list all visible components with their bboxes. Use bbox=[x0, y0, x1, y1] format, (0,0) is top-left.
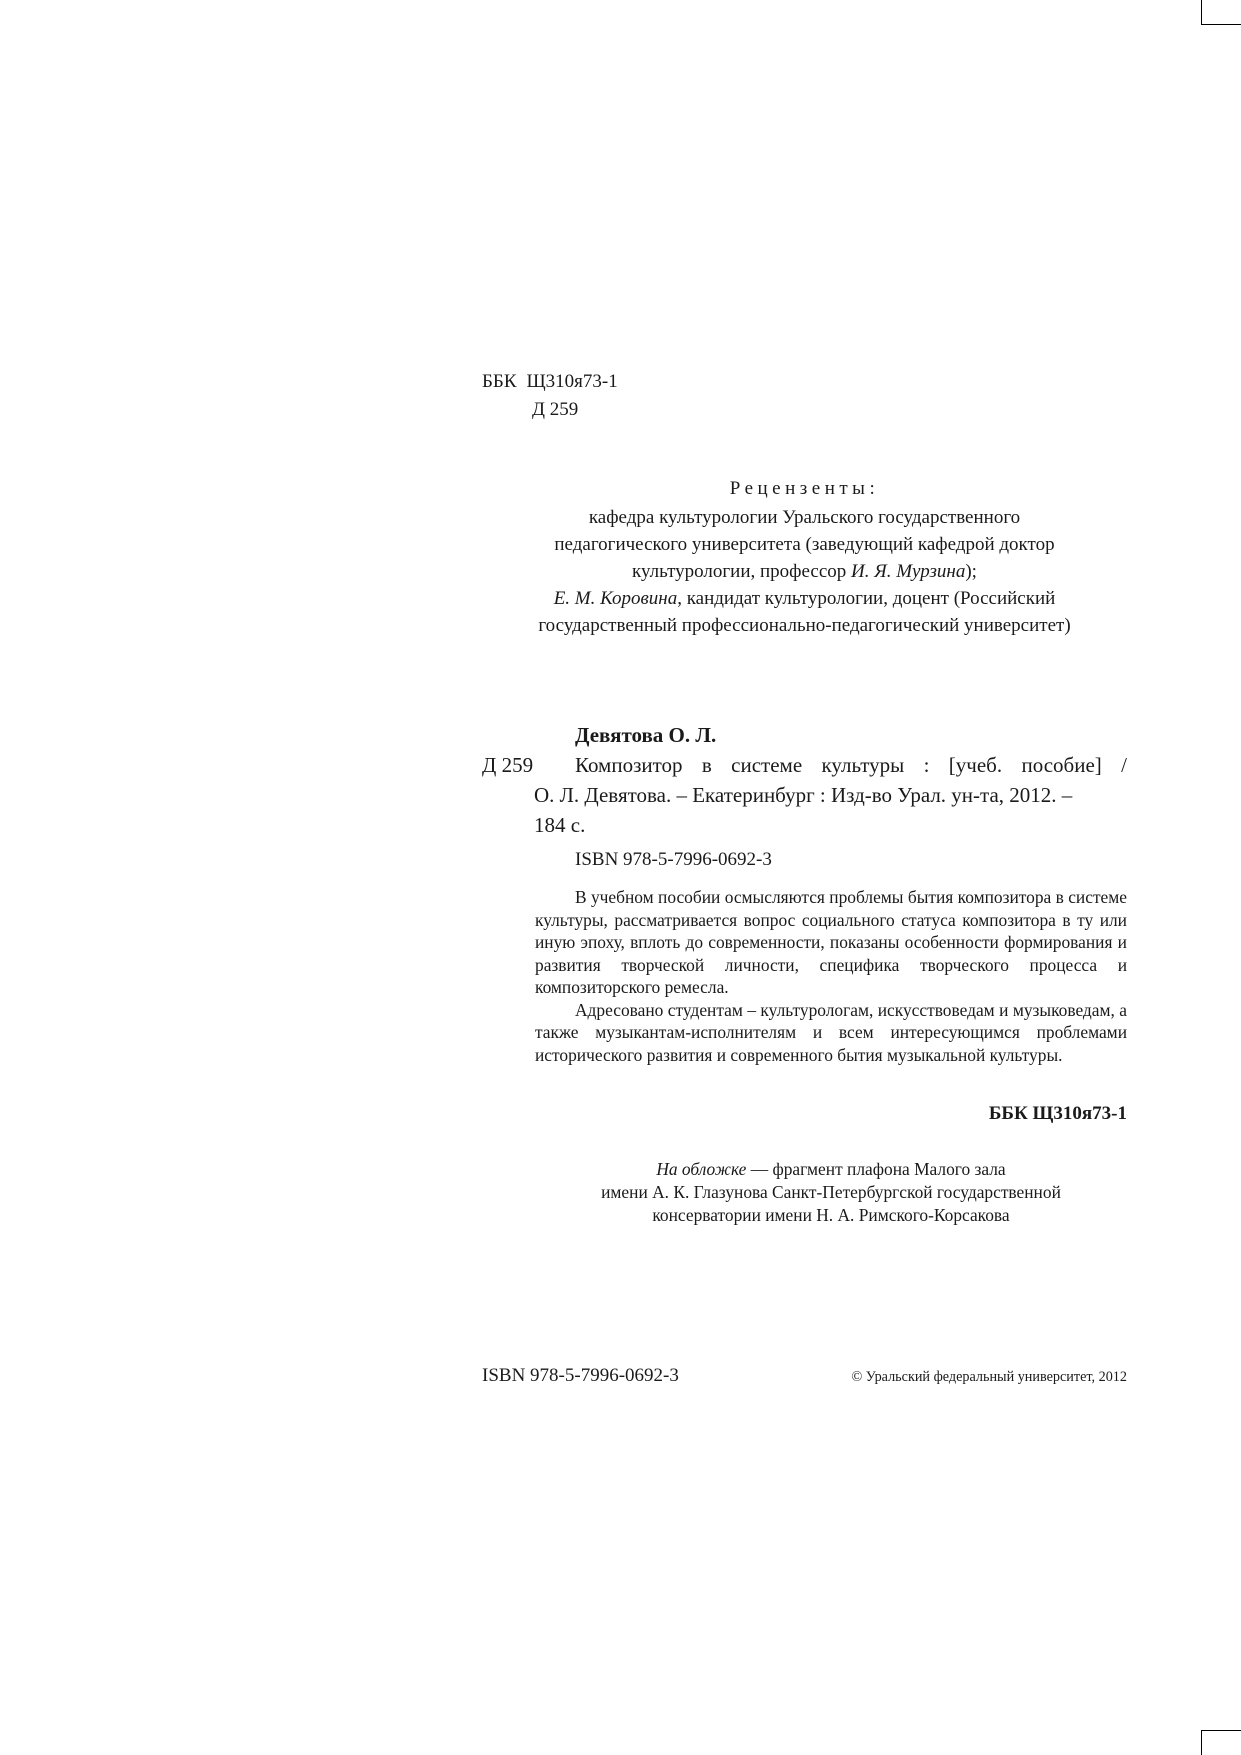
cover-note-line-2: имени А. К. Глазунова Санкт-Петербургской государственной bbox=[601, 1182, 1061, 1202]
reviewer-1-line-3 bbox=[482, 558, 1127, 585]
bbk-code: Щ310я73-1 bbox=[526, 371, 618, 392]
cover-note bbox=[535, 1158, 1127, 1227]
abstract-paragraph-1: В учебном пособии осмысляются проблемы бытия композитора в системе культуры, рассматривается вопрос социального статуса композитора в ту или иную эпоху, вплоть до современности, показаны особенности формирования и развития творческой личности, специфика творческого процесса и композиторского ремесла. bbox=[535, 887, 1127, 997]
author-mark: Д 259 bbox=[532, 399, 579, 420]
reviewer-1-line-3-pre: культурологии, профессор bbox=[632, 561, 852, 582]
reviewer-1-line-2: педагогического университета (заведующий кафедрой доктор bbox=[554, 534, 1055, 555]
bbk-code-bottom: ББК Щ310я73-1 bbox=[988, 1103, 1127, 1124]
bibliographic-entry bbox=[482, 720, 1127, 840]
entry-code: Д 259 bbox=[482, 753, 534, 777]
cover-note-line-3: консерватории имени Н. А. Римского-Корсакова bbox=[652, 1205, 1010, 1225]
reviewers-block bbox=[482, 475, 1127, 639]
entry-author: Девятова О. Л. bbox=[575, 723, 717, 747]
footer-copyright: © Уральский федеральный университет, 2012 bbox=[851, 1369, 1127, 1385]
reviewer-1-line-1: кафедра культурологии Уральского государственного bbox=[588, 507, 1021, 528]
cover-note-italic: На обложке bbox=[656, 1159, 747, 1179]
entry-title-line-2: О. Л. Девятова. – Екатеринбург : Изд-во Урал. ун-та, 2012. – bbox=[534, 783, 1073, 807]
reviewer-1-line-3-post: ); bbox=[965, 561, 977, 582]
reviewers-heading: Рецензенты: bbox=[729, 478, 880, 499]
crop-mark-bottom-horizontal bbox=[1201, 1730, 1241, 1731]
footer-isbn: ISBN 978-5-7996-0692-3 bbox=[482, 1365, 679, 1386]
entry-isbn: ISBN 978-5-7996-0692-3 bbox=[575, 849, 772, 870]
reviewer-2-line-2: государственный профессионально-педагогический университет) bbox=[538, 615, 1071, 636]
bbk-label: ББК bbox=[482, 371, 517, 392]
entry-title-line-1: Композитор в системе культуры : [учеб. пособие] / bbox=[575, 753, 1127, 777]
crop-mark-top-horizontal bbox=[1201, 24, 1241, 25]
reviewer-1-name: И. Я. Мурзина bbox=[851, 561, 966, 582]
abstract-paragraph-2: Адресовано студентам – культурологам, искусствоведам и музыковедам, а также музыкантам-исполнителям и всем интересующимся проблемами исторического развития и современного бытия музыкальной культуры. bbox=[535, 999, 1127, 1065]
crop-mark-bottom-vertical bbox=[1201, 1730, 1202, 1755]
bbk-classification bbox=[482, 368, 618, 424]
cover-note-line-1 bbox=[535, 1158, 1127, 1181]
reviewer-2-line-1 bbox=[482, 585, 1127, 612]
abstract bbox=[535, 886, 1127, 1066]
cover-note-line-1-post: — фрагмент плафона Малого зала bbox=[746, 1159, 1006, 1179]
reviewer-2-line-1-post: , кандидат культурологии, доцент (Российский bbox=[677, 588, 1056, 609]
reviewer-2-name: Е. М. Коровина bbox=[553, 588, 678, 609]
crop-mark-top-vertical bbox=[1201, 0, 1202, 24]
entry-title-line-3: 184 с. bbox=[534, 813, 586, 837]
